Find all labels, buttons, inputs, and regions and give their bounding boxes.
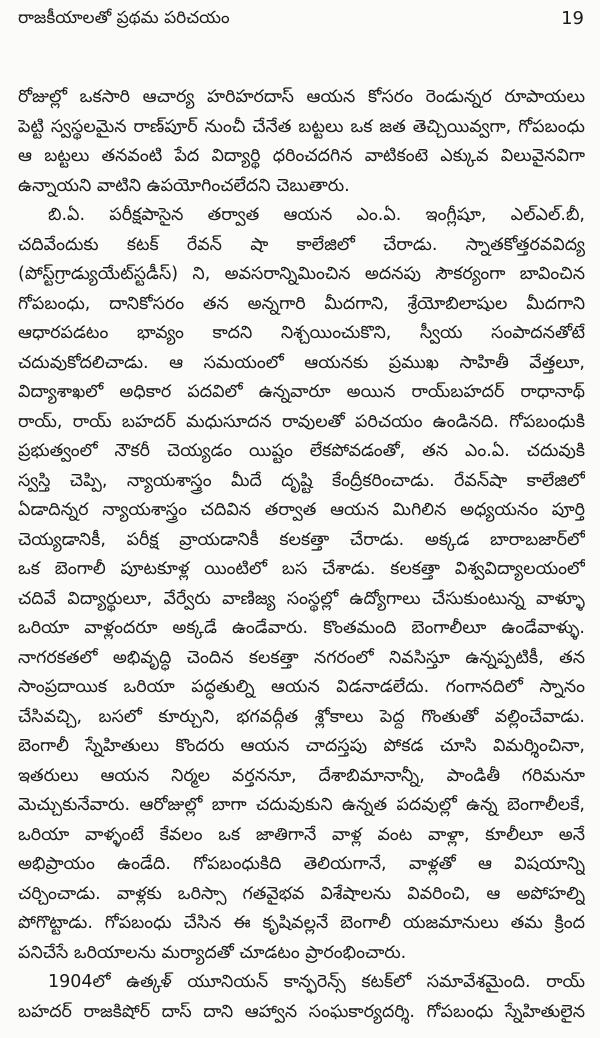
text-line: ఇతరులు ఆయన నిర్మల వర్తననూ, దేశాబిమానాన్నీ, పాండితీ గరిమనూ <box>18 765 585 786</box>
text-line: 1904లో ఉత్కళ్ యూనియన్ కాన్ఫరెన్స్ కటక్‌లో సమావేశమైంది. రాయ్ <box>48 972 585 992</box>
text-line: ఒక బెంగాలీ పూటకూళ్ల యింటిలో బస చేశాడు. కలకత్తా విశ్వవిద్యాలయంలో <box>18 559 585 579</box>
text-line: (పోస్ట్‌గ్రాడ్యుయేట్‌స్టడీస్) ని, అవసరాన్నిమించిన అదనపు సౌకర్యంగా బావించిన <box>18 264 585 284</box>
text-line: రోజుల్లో ఒకసారి ఆచార్య హరిహరదాస్ ఆయన కోసరం రెండున్నర రూపాయలు <box>18 87 585 107</box>
text-line: ఆ బట్టలు తనవంటి పేద విద్యార్థి ధరించదగిన వాటికంటె ఎక్కువ విలువైనవిగా <box>18 146 585 166</box>
paragraph <box>18 968 585 1027</box>
text-line: గోపబంధు, దానికోసరం తన అన్నగారి మీదగాని, శ్రేయోబిలాషుల మీదగాని <box>18 293 585 314</box>
text-line: పెట్టి స్వస్థలమైన రాణ్‌పూర్ నుంచీ చేనేత బట్టలు ఒక జత తెచ్చియివ్వగా, గోపబంధు <box>18 116 585 137</box>
text-line: స్వస్తి చెప్పి, న్యాయశాస్త్రం మీదే దృష్టి కేంద్రీకరించాడు. రేవన్‌షా కాలేజిలో <box>18 470 585 491</box>
text-line: బి.ఏ. పరీక్షపాసైన తర్వాత ఆయన ఎం.ఏ. ఇంగ్లీషూ, ఎల్‌ఎల్.బీ, <box>48 205 585 225</box>
text-line: చర్చించాడు. వాళ్లకు ఒరిస్సా గతవైభవ విశేషాలను వివరించి, ఆ అపోహల్ని <box>18 883 585 904</box>
paragraph <box>18 83 585 201</box>
text-line: ఉన్నాయని వాటిని ఉపయోగించలేదని చెబుతారు. <box>18 175 350 196</box>
page-number: 19 <box>561 8 584 29</box>
text-line: ఒరియా వాళ్లందరూ అక్కడే ఉండేవారు. కొంతమంది బెంగాలీలూ ఉండేవాళ్ళు. <box>18 618 585 638</box>
text-line: పోగొట్టాడు. గోపబంధు చేసిన ఈ కృషివల్లనే బెంగాలీ యజమానులు తమ క్రింద <box>18 913 585 933</box>
text-line: చదివేందుకు కటక్ రేవన్ షా కాలేజిలో చేరాడు. స్నాతకోత్తరవవిద్య <box>18 234 585 255</box>
text-line: చెయ్యడానికీ, పరీక్ష వ్రాయడానికీ కలకత్తా చేరాడు. అక్కడ బారాబజార్‌లో <box>18 529 585 550</box>
text-line: అభిప్రాయం ఉండేది. గోపబంధుకిది తెలియగానే, వాళ్లతో ఆ విషయాన్ని <box>18 854 585 874</box>
text-line: ఏడాదిన్నర న్యాయశాస్త్రం చదివిన తర్వాత ఆయన మిగిలిన అధ్యయనం పూర్తి <box>18 500 585 520</box>
text-line: బహదర్ రాజకిషోర్ దాస్ దాని ఆహ్వాన సంఘకార్యదర్శి. గోపబంధు స్నేహితులైన <box>18 1001 585 1022</box>
text-line: విద్యాశాఖలో అధికార పదవిలో ఉన్నవారూ అయిన రాయ్‌బహదర్ రాధానాథ్ <box>18 382 585 402</box>
paragraph <box>18 201 585 968</box>
text-line: మెచ్చుకునేవారు. ఆరోజుల్లో బాగా చదువుకుని ఉన్నత పదవుల్లో ఉన్న బెంగాలీలకే, <box>18 795 585 815</box>
text-line: చదివే విద్యార్థులూ, వేర్వేరు వాణిజ్య సంస్థల్లో ఉద్యోగాలు చేసుకుంటున్న వాళ్ళూ <box>18 588 585 609</box>
text-line: ప్రభుత్వంలో నౌకరీ చెయ్యడం యిష్టం లేకపోవడంతో, తన ఎం.ఏ. చదువుకి <box>18 441 585 461</box>
page-body <box>18 83 585 1027</box>
text-line: ఒరియా వాళ్ళంటే కేవలం ఒక జాతిగానే వాళ్ల వంట వాళ్లా, కూలీలూ అనే <box>18 824 585 845</box>
text-line: పనిచేసే ఒరియాలను మర్యాదతో చూడటం ప్రారంభించారు. <box>18 942 407 963</box>
running-header <box>18 8 584 34</box>
text-line: చదువుకోదలిచాడు. ఆ సమయంలో ఆయనకు ప్రముఖ సాహితీ వేత్తలూ, <box>18 352 585 373</box>
text-line: రాయ్, రాయ్ బహదర్ మధుసూదన రావులతో పరిచయం ఉండినది. గోపబంధుకి <box>18 411 585 432</box>
text-line: ఆధారపడటం భావ్యం కాదని నిశ్చయించుకొని, స్వీయ సంపాదనతోటే <box>18 323 585 343</box>
text-line: నాగరకతలో అభివృద్ధి చెందిన కలకత్తా నగరంలో నివసిస్తూ ఉన్నప్పటికీ, తన <box>18 647 585 668</box>
text-line: బెంగాలీ స్నేహితులు కొందరు ఆయన చాదస్తపు పోకడ చూసి విమర్శించినా, <box>18 736 585 756</box>
chapter-title: రాజకీయాలతో ప్రథమ పరిచయం <box>18 8 230 28</box>
text-line: చేసివచ్చి, బసలో కూర్చుని, భగవద్గీత శ్లోకాలు పెద్ద గొంతుతో వల్లించేవాడు. <box>18 706 585 727</box>
text-line: సాంప్రదాయిక ఒరియా పద్ధతుల్ని ఆయన విడనాడలేదు. గంగానదిలో స్నానం <box>18 677 585 697</box>
